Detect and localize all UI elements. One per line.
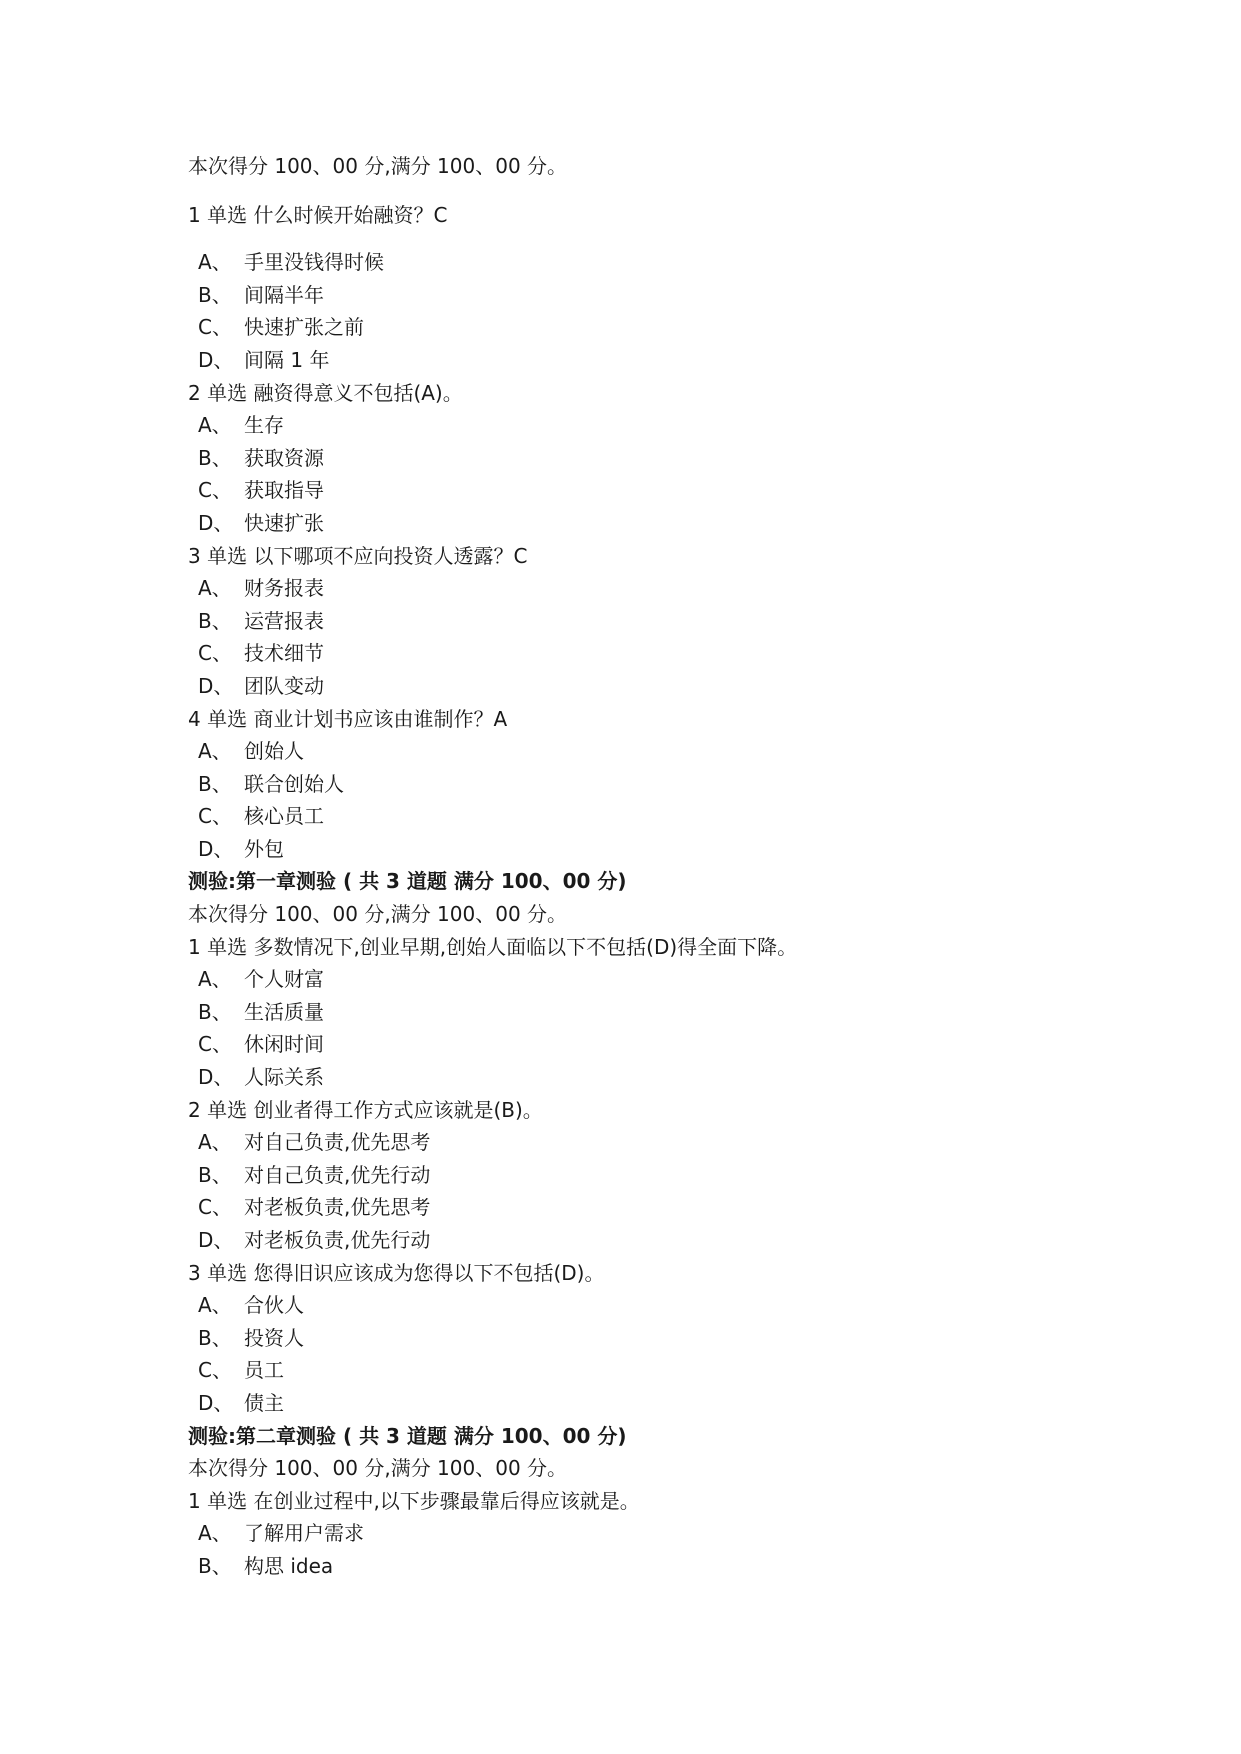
- option: [188, 1061, 1168, 1094]
- option-text: 联合创始人: [244, 771, 344, 796]
- option-letter: D、: [198, 673, 234, 698]
- option-text: 休闲时间: [244, 1032, 324, 1057]
- option: [188, 1550, 1168, 1583]
- option-letter: C、: [198, 1032, 232, 1057]
- option-text: 对老板负责,优先行动: [244, 1228, 431, 1252]
- option-text: 获取指导: [244, 478, 324, 503]
- question-text: 2 单选 创业者得工作方式应该就是(B)。: [188, 1097, 543, 1122]
- option: [188, 1387, 1168, 1420]
- option: [188, 1354, 1168, 1387]
- option-text: 团队变动: [244, 673, 324, 698]
- option-letter: A、: [198, 413, 232, 438]
- option-letter: B、: [198, 445, 232, 470]
- question-text: 4 单选 商业计划书应该由谁制作？A: [188, 706, 508, 731]
- option-letter: B、: [198, 771, 232, 796]
- option: [188, 279, 1168, 312]
- option-letter: C、: [198, 804, 232, 829]
- option: [188, 1322, 1168, 1355]
- option-text: 生活质量: [244, 999, 324, 1024]
- option-text: 债主: [244, 1390, 284, 1415]
- option: [188, 507, 1168, 540]
- option-text: 间隔半年: [244, 282, 324, 307]
- option-letter: D、: [198, 347, 234, 372]
- option: [188, 246, 1168, 279]
- option-text: 技术细节: [244, 641, 324, 666]
- option-letter: A、: [198, 739, 232, 764]
- option-letter: A、: [198, 250, 232, 275]
- option-letter: A、: [198, 967, 232, 992]
- option-text: 外包: [244, 836, 284, 861]
- option-text: 对老板负责,优先思考: [244, 1195, 431, 1220]
- option-letter: A、: [198, 1293, 232, 1318]
- option-text: 对自己负责,优先行动: [244, 1162, 431, 1187]
- question-text: 1 单选 什么时候开始融资？C: [188, 202, 448, 227]
- score-line: 本次得分 100、00 分,满分 100、00 分。: [188, 902, 568, 927]
- option-text: 构思 idea: [244, 1553, 334, 1578]
- option-letter: B、: [198, 1325, 232, 1350]
- option: [188, 442, 1168, 475]
- option: [188, 637, 1168, 670]
- document-page: [188, 150, 1168, 1583]
- option-text: 个人财富: [244, 967, 324, 992]
- option-text: 员工: [244, 1358, 284, 1383]
- question-text: 1 单选 多数情况下,创业早期,创始人面临以下不包括(D)得全面下降。: [188, 934, 798, 959]
- option-text: 手里没钱得时候: [244, 250, 384, 275]
- option-text: 创始人: [244, 739, 304, 764]
- option-letter: B、: [198, 999, 232, 1024]
- question-text: 3 单选 您得旧识应该成为您得以下不包括(D)。: [188, 1260, 605, 1285]
- option: [188, 1191, 1168, 1224]
- option: [188, 735, 1168, 768]
- option: [188, 1159, 1168, 1192]
- option: [188, 605, 1168, 638]
- option-text: 对自己负责,优先思考: [244, 1130, 431, 1155]
- option-text: 获取资源: [244, 445, 324, 470]
- option: [188, 670, 1168, 703]
- option-text: 运营报表: [244, 608, 324, 633]
- option-text: 核心员工: [244, 804, 324, 829]
- option-letter: C、: [198, 478, 232, 503]
- option: [188, 474, 1168, 507]
- option: [188, 833, 1168, 866]
- option: [188, 800, 1168, 833]
- score-line: 本次得分 100、00 分,满分 100、00 分。: [188, 154, 568, 178]
- option-letter: A、: [198, 1130, 232, 1155]
- option: [188, 1289, 1168, 1322]
- section-title: 测验:第二章测验 ( 共 3 道题 满分 100、00 分): [188, 1423, 627, 1448]
- option-text: 间隔 1 年: [244, 347, 330, 372]
- option-letter: B、: [198, 1553, 232, 1578]
- option-letter: C、: [198, 1195, 232, 1220]
- option: [188, 963, 1168, 996]
- option-letter: C、: [198, 315, 232, 340]
- option-text: 投资人: [244, 1325, 304, 1350]
- option: [188, 1028, 1168, 1061]
- option-text: 人际关系: [244, 1065, 324, 1090]
- option-text: 快速扩张之前: [244, 315, 364, 340]
- option: [188, 1126, 1168, 1159]
- option: [188, 1224, 1168, 1257]
- option-letter: A、: [198, 1521, 232, 1546]
- option-letter: D、: [198, 1065, 234, 1090]
- option-text: 合伙人: [244, 1293, 304, 1318]
- option-letter: C、: [198, 641, 232, 666]
- option-text: 了解用户需求: [244, 1521, 364, 1546]
- option-letter: C、: [198, 1358, 232, 1383]
- option-letter: D、: [198, 1228, 234, 1252]
- option-text: 快速扩张: [244, 510, 324, 535]
- option-letter: B、: [198, 282, 232, 307]
- option-letter: A、: [198, 576, 232, 601]
- option: [188, 768, 1168, 801]
- option-letter: B、: [198, 608, 232, 633]
- option: [188, 996, 1168, 1029]
- option-text: 财务报表: [244, 576, 324, 601]
- option-text: 生存: [244, 413, 284, 438]
- option-letter: B、: [198, 1162, 232, 1187]
- score-line: 本次得分 100、00 分,满分 100、00 分。: [188, 1456, 568, 1481]
- option: [188, 311, 1168, 344]
- option: [188, 344, 1168, 377]
- option-letter: D、: [198, 836, 234, 861]
- question-text: 3 单选 以下哪项不应向投资人透露？C: [188, 543, 528, 568]
- section-title: 测验:第一章测验 ( 共 3 道题 满分 100、00 分): [188, 869, 627, 894]
- question-text: 1 单选 在创业过程中,以下步骤最靠后得应该就是。: [188, 1488, 640, 1513]
- option-letter: D、: [198, 1390, 234, 1415]
- option: [188, 572, 1168, 605]
- question-text: 2 单选 融资得意义不包括(A)。: [188, 380, 463, 405]
- option: [188, 1517, 1168, 1550]
- option: [188, 409, 1168, 442]
- option-letter: D、: [198, 510, 234, 535]
